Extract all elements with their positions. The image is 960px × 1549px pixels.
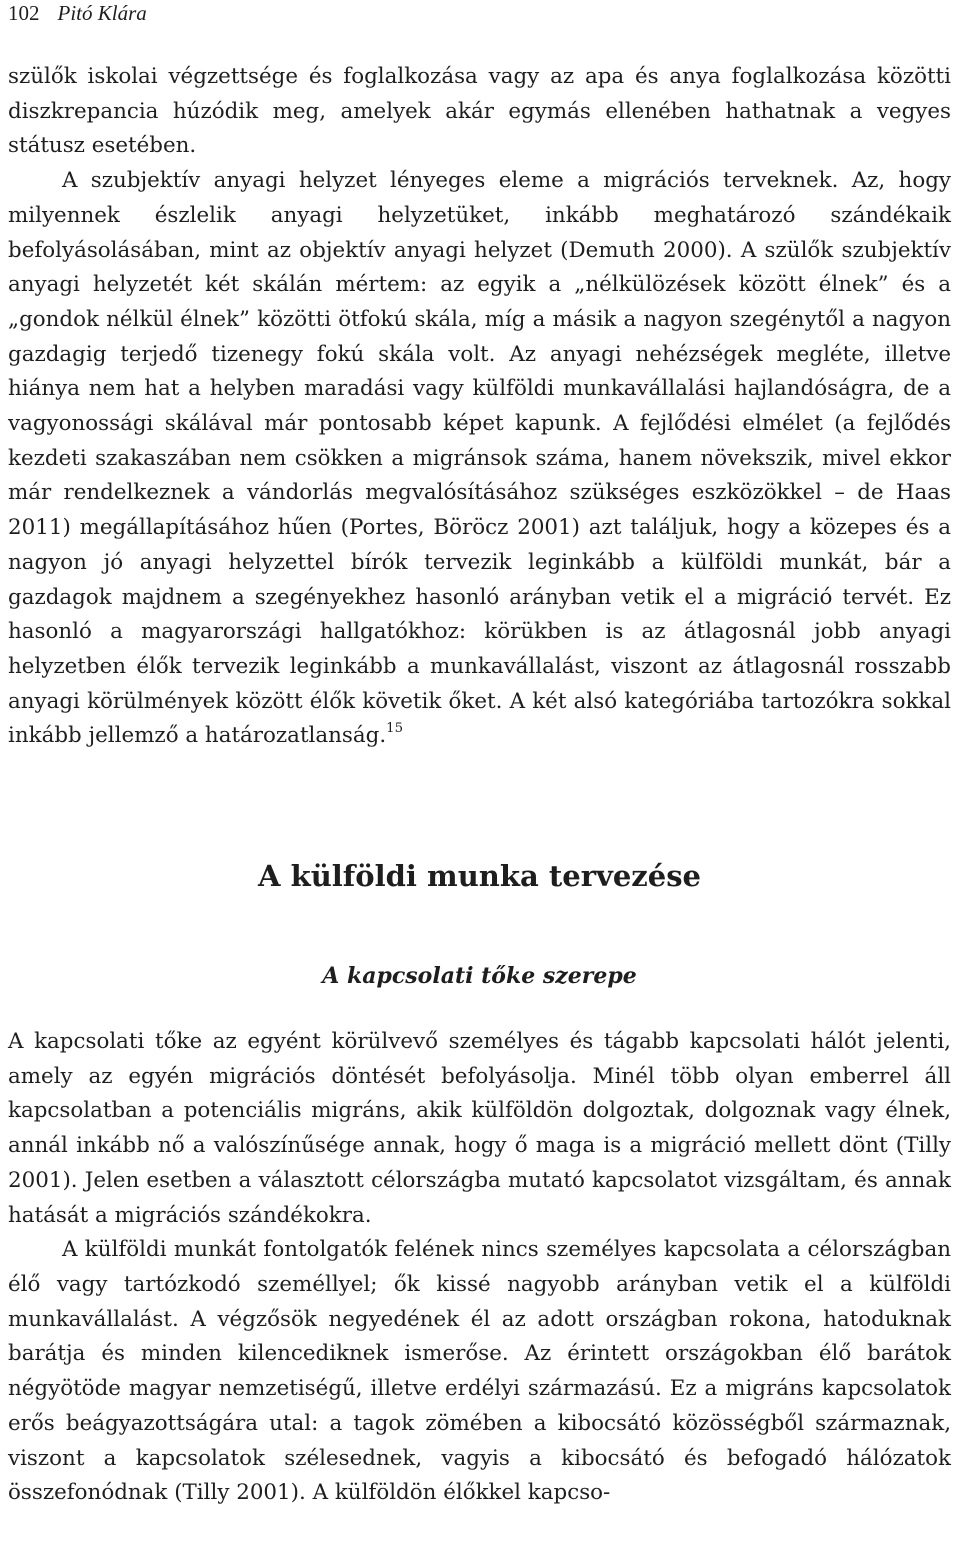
- paragraph-text: A kapcsolati tőke az egyént körülvevő személyes és tágabb kapcsolati hálót jelenti, amely az egyén migrációs döntését befolyásolja. Minél több olyan emberrel áll kapcsolatban a potenciális migráns, akik külföldön dolgoztak, dolgoznak vagy élnek, annál inkább nő a valószínűsége annak, hogy ő maga is a migráció mellett dönt (Tilly 2001). Jelen esetben a választott célországba mutató kapcsolatot vizsgáltam, és annak hatását a migrációs szándékokra.: [8, 1029, 951, 1228]
- paragraph-subjective-financial-situation: [8, 164, 951, 754]
- paragraph-text: szülők iskolai végzettsége és foglalkozása vagy az apa és anya foglalkozása közötti diszkrepancia húzódik meg, amelyek akár egymás ellenében hathatnak a vegyes státusz esetében.: [8, 64, 951, 159]
- running-header: [8, 0, 147, 26]
- page-body: [8, 60, 951, 1511]
- paragraph-continued: [8, 60, 951, 164]
- paragraph-text: A szubjektív anyagi helyzet lényeges eleme a migrációs terveknek. Az, hogy milyennek észlelik anyagi helyzetüket, inkább meghatározó szándékaik befolyásolásában, mint az objektív anyagi helyzet (Demuth 2000). A szülők szubjektív anyagi helyzetét két skálán mértem: az egyik a „nélkülözések között élnek” és a „gondok nélkül élnek” közötti ötfokú skála, míg a másik a nagyon szegénytől a nagyon gazdagig terjedő tizenegy fokú skála volt. Az anyagi nehézségek megléte, illetve hiánya nem hat a helyben maradási vagy külföldi munkavállalási hajlandóságra, de a vagyonossági skálával már pontosabb képet kapunk. A fejlődési elmélet (a fejlődés kezdeti szakaszában nem csökken a migránsok száma, hanem növekszik, mivel ekkor már rendelkeznek a vándorlás megvalósításához szükséges eszközökkel – de Haas 2011) megállapításához hűen (Portes, Böröcz 2001) azt találjuk, hogy a közepes és a nagyon jó anyagi helyzettel bírók tervezik leginkább a külföldi munkát, bár a gazdagok majdnem a szegényekhez hasonló arányban vetik el a migráció tervét. Ez hasonló a magyarországi hallgatókhoz: körükben is az átlagosnál jobb anyagi helyzetben élők tervezik leginkább a munkavállalást, viszont az átlagosnál rosszabb anyagi körülmények között élők követik őket. A két alsó kategóriába tartozókra sokkal inkább jellemző a határozatlanság.: [8, 168, 951, 749]
- paragraph-personal-contacts: [8, 1233, 951, 1511]
- running-header-author: Pitó Klára: [57, 1, 147, 25]
- paragraph-text: A külföldi munkát fontolgatók felének nincs személyes kapcsolata a célországban élő vagy tartózkodó személlyel; ők kissé nagyobb arányban vetik el a külföldi munkavállalást. A végzősök negyedének él az adott országban rokona, hatoduknak barátja és minden kilencediknek ismerőse. Az érintett országokban élő barátok négyötöde magyar nemzetiségű, illetve erdélyi származású. Ez a migráns kapcsolatok erős beágyazottságára utal: a tagok zömében a kibocsátó közösségből származnak, viszont a kapcsolatok szélesednek, vagyis a kibocsátó és befogadó hálózatok összefonódnak (Tilly 2001). A külföldön élőkkel kapcso-: [8, 1237, 951, 1506]
- footnote-marker[interactable]: 15: [386, 721, 404, 737]
- section-title: A külföldi munka tervezése: [258, 859, 701, 894]
- paragraph-social-capital: [8, 1025, 951, 1233]
- subsection-title: A kapcsolati tőke szerepe: [322, 963, 637, 990]
- page-number: 102: [8, 1, 40, 25]
